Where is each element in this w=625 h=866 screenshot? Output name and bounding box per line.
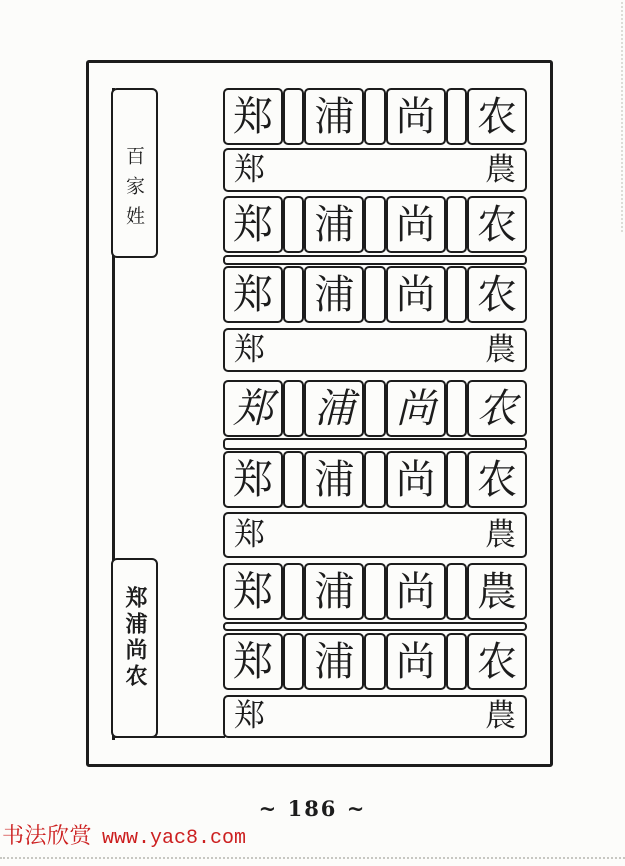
character-row (223, 380, 527, 437)
surnames-label-box (111, 558, 158, 738)
divider-strip (223, 622, 527, 631)
practice-row (223, 148, 527, 192)
surnames-label: 郑浦尚农 (122, 586, 147, 690)
spacer-cell (446, 266, 467, 323)
watermark-site-name: 书法欣赏 (2, 824, 93, 849)
character-row (223, 633, 527, 690)
practice-right-char: 農 (485, 698, 516, 734)
page-number: ~ 186 ~ (258, 796, 367, 821)
character-cell: 郑 (223, 451, 283, 508)
spacer-cell (364, 380, 385, 437)
character-cell: 农 (467, 451, 527, 508)
character-row (223, 563, 527, 620)
spacer-cell (283, 633, 304, 690)
character-cell: 郑 (223, 88, 283, 145)
divider-strip (223, 255, 527, 265)
character-row (223, 451, 527, 508)
book-title-box (111, 88, 158, 258)
spacer-cell (364, 451, 385, 508)
divider-strip (223, 438, 527, 450)
spacer-cell (446, 380, 467, 437)
spacer-cell (283, 88, 304, 145)
character-cell: 尚 (386, 88, 446, 145)
character-cell: 浦 (304, 380, 364, 437)
character-cell: 农 (467, 196, 527, 253)
character-cell: 农 (467, 266, 527, 323)
practice-row (223, 695, 527, 738)
spacer-cell (446, 451, 467, 508)
character-row (223, 196, 527, 253)
spacer-cell (364, 633, 385, 690)
watermark (2, 819, 246, 850)
character-cell: 浦 (304, 196, 364, 253)
character-row (223, 88, 527, 145)
character-cell: 尚 (386, 196, 446, 253)
copybook-grid (223, 0, 527, 768)
spacer-cell (446, 633, 467, 690)
character-cell: 尚 (386, 633, 446, 690)
character-cell: 郑 (223, 633, 283, 690)
spacer-cell (283, 266, 304, 323)
practice-left-char: 郑 (234, 151, 265, 188)
practice-left-char: 郑 (234, 331, 265, 368)
spacer-cell (446, 88, 467, 145)
spacer-cell (364, 88, 385, 145)
practice-left-char: 郑 (234, 516, 265, 553)
practice-right-char: 農 (485, 516, 516, 553)
spacer-cell (283, 451, 304, 508)
spacer-cell (283, 380, 304, 437)
character-cell: 尚 (386, 451, 446, 508)
character-row (223, 266, 527, 323)
character-cell: 浦 (304, 633, 364, 690)
character-cell: 農 (467, 563, 527, 620)
character-cell: 尚 (386, 563, 446, 620)
character-cell: 尚 (386, 380, 446, 437)
practice-right-char: 農 (485, 331, 516, 368)
character-cell: 浦 (304, 451, 364, 508)
practice-left-char: 郑 (234, 698, 265, 734)
character-cell: 郑 (223, 266, 283, 323)
spacer-cell (446, 196, 467, 253)
spacer-cell (364, 196, 385, 253)
scan-artifact-line (0, 857, 625, 859)
character-cell: 农 (467, 633, 527, 690)
spacer-cell (446, 563, 467, 620)
spacer-cell (364, 563, 385, 620)
practice-row (223, 512, 527, 558)
scan-artifact-edge (621, 2, 623, 232)
character-cell: 浦 (304, 88, 364, 145)
book-title: 百家姓 (123, 146, 145, 236)
character-cell: 农 (467, 380, 527, 437)
watermark-site-url: www.yac8.com (102, 827, 247, 850)
practice-right-char: 農 (485, 151, 516, 188)
spacer-cell (283, 196, 304, 253)
character-cell: 郑 (223, 380, 283, 437)
character-cell: 尚 (386, 266, 446, 323)
practice-row (223, 328, 527, 372)
character-cell: 郑 (223, 563, 283, 620)
spacer-cell (283, 563, 304, 620)
character-cell: 浦 (304, 266, 364, 323)
character-cell: 农 (467, 88, 527, 145)
spacer-cell (364, 266, 385, 323)
character-cell: 郑 (223, 196, 283, 253)
character-cell: 浦 (304, 563, 364, 620)
